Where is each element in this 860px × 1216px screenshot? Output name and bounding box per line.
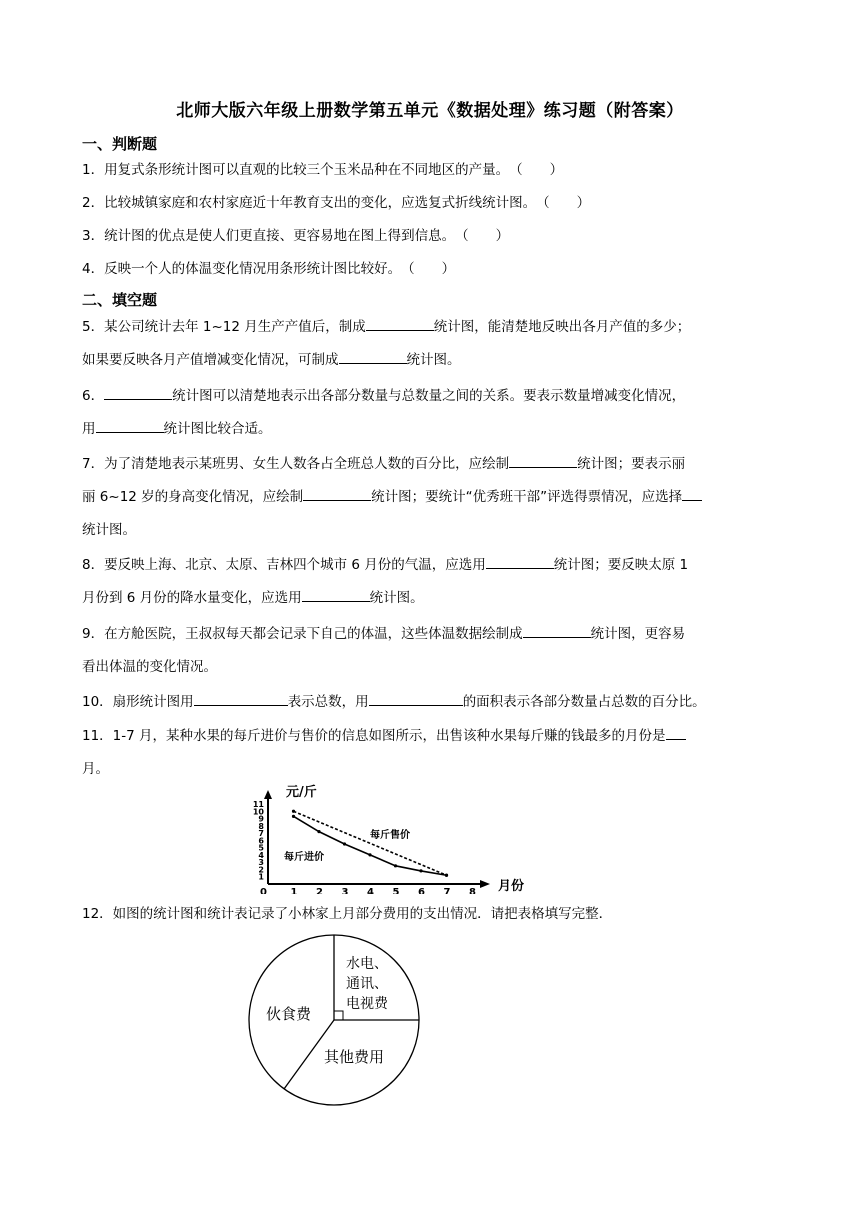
- x-tick-label: 3: [341, 887, 349, 894]
- question-5-text-b: 统计图，能清楚地反映出各月产值的多少；: [433, 319, 691, 335]
- section-judge-heading: 一、判断题: [82, 135, 158, 153]
- y-tick-label: 10: [252, 807, 264, 817]
- data-point: [394, 864, 397, 867]
- data-point: [368, 853, 371, 856]
- answer-blank[interactable]: [303, 482, 371, 501]
- question-8-text-b: 统计图；要反映太原 1: [553, 557, 689, 573]
- question-6-text-c: 用: [82, 421, 96, 437]
- x-tick-label: 2: [316, 887, 323, 894]
- x-tick-label: 5: [392, 887, 400, 894]
- y-tick-label: 7: [258, 829, 264, 839]
- question-1-text: 1．用复式条形统计图可以直观的比较三个玉米品种在不同地区的产量。: [82, 162, 510, 178]
- chart-series: [292, 810, 448, 877]
- question-3-text: 3．统计图的优点是使人们更直接、更容易地在图上得到信息。: [82, 228, 456, 244]
- question-7: [82, 448, 782, 547]
- y-tick-label: 4: [258, 850, 264, 860]
- y-tick-label: 8: [258, 821, 264, 831]
- series-label-sell: 每斤售价: [370, 830, 410, 841]
- question-7-text-b: 统计图；要表示丽: [577, 456, 686, 472]
- question-1: [82, 154, 782, 187]
- question-7-text-c: 丽 6~12 岁的身高变化情况，应绘制: [82, 489, 304, 505]
- pie-label-other: 其他费用: [324, 1048, 385, 1066]
- answer-paren[interactable]: （ ）: [455, 228, 510, 244]
- answer-paren[interactable]: （ ）: [401, 261, 456, 277]
- data-point: [419, 869, 422, 872]
- answer-blank[interactable]: [523, 619, 591, 638]
- question-4-text: 4．反映一个人的体温变化情况用条形统计图比较好。: [82, 261, 402, 277]
- data-point: [292, 810, 295, 813]
- page-title: 北师大版六年级上册数学第五单元《数据处理》练习题（附答案）: [176, 101, 684, 121]
- data-point: [343, 842, 346, 845]
- answer-paren[interactable]: （ ）: [509, 162, 564, 178]
- x-tick-label: 4: [367, 887, 374, 894]
- answer-blank[interactable]: [509, 449, 577, 468]
- x-tick-label: 0: [260, 887, 267, 894]
- answer-blank[interactable]: [194, 687, 288, 706]
- question-7-text-e: 统计图。: [82, 522, 136, 538]
- expense-pie-chart: [246, 932, 422, 1108]
- question-9-text-a: 9．在方舱医院，王叔叔每天都会记录下自己的体温，这些体温数据绘制成: [82, 626, 523, 642]
- question-10-text-a: 10．扇形统计图用: [82, 694, 194, 710]
- x-tick-label: 1: [290, 887, 298, 894]
- y-tick-label: 9: [258, 814, 264, 824]
- question-2: [82, 187, 782, 220]
- answer-blank[interactable]: [302, 583, 370, 602]
- data-point: [292, 815, 295, 818]
- question-9: [82, 618, 782, 684]
- x-axis-arrow: [480, 880, 490, 888]
- question-11-text-b: 月。: [82, 761, 109, 777]
- answer-blank[interactable]: [104, 381, 172, 400]
- y-tick-label: 5: [258, 843, 264, 853]
- question-8-text-a: 8．要反映上海、北京、太原、吉林四个城市 6 月份的气温，应选用: [82, 557, 486, 573]
- series-label-buy: 每斤进价: [284, 852, 324, 863]
- pie-label-utilities-line2: 通讯、: [346, 976, 388, 992]
- question-12-text: 12．如图的统计图和统计表记录了小林家上月部分费用的支出情况．请把表格填写完整．: [82, 906, 613, 922]
- question-12: [82, 898, 782, 931]
- question-6: [82, 380, 782, 446]
- series-line-sell: [294, 811, 447, 875]
- question-8-text-d: 统计图。: [369, 590, 424, 606]
- y-axis-label: 元/斤: [286, 785, 317, 800]
- question-7-text-d: 统计图；要统计“优秀班干部”评选得票情况，应选择: [371, 489, 683, 505]
- question-5: [82, 311, 782, 377]
- question-6-text-b: 统计图可以清楚地表示出各部分数量与总数量之间的关系。要表示数量增减变化情况，: [172, 388, 686, 404]
- pie-label-utilities-line1: 水电、: [346, 956, 388, 972]
- pie-label-utilities-line3: 电视费: [346, 996, 388, 1012]
- y-axis-arrow: [264, 790, 272, 799]
- question-3: [82, 220, 782, 253]
- x-axis-label: 月份: [498, 879, 525, 894]
- data-point: [317, 830, 320, 833]
- question-6-text-d: 统计图比较合适。: [163, 421, 272, 437]
- question-9-text-c: 看出体温的变化情况。: [82, 659, 217, 675]
- question-8: [82, 549, 782, 615]
- question-10: [82, 686, 782, 719]
- question-9-text-b: 统计图，更容易: [590, 626, 686, 642]
- y-tick-label: 1: [258, 872, 264, 882]
- y-tick-label: 6: [258, 836, 264, 846]
- pie-label-food: 伙食费: [266, 1005, 312, 1023]
- x-tick-labels: [260, 887, 476, 894]
- answer-blank[interactable]: [682, 482, 702, 501]
- question-10-text-c: 的面积表示各部分数量占总数的百分比。: [462, 694, 706, 710]
- answer-blank[interactable]: [486, 550, 554, 569]
- question-11: [82, 720, 782, 786]
- answer-blank[interactable]: [339, 345, 407, 364]
- price-line-chart: [228, 782, 558, 894]
- answer-paren[interactable]: （ ）: [536, 195, 591, 211]
- question-4: [82, 253, 782, 286]
- question-11-text-a: 11．1-7 月，某种水果的每斤进价与售价的信息如图所示，出售该种水果每斤赚的钱最多的月份是: [82, 728, 666, 744]
- answer-blank[interactable]: [369, 687, 463, 706]
- question-5-text-c: 如果要反映各月产值增减变化情况，可制成: [82, 352, 339, 368]
- x-tick-label: 6: [418, 887, 425, 894]
- question-8-text-c: 月份到 6 月份的降水量变化，应选用: [82, 590, 302, 606]
- answer-blank[interactable]: [666, 721, 686, 740]
- y-tick-label: 11: [252, 800, 264, 809]
- question-5-text-d: 统计图。: [406, 352, 461, 368]
- y-tick-label: 3: [258, 858, 264, 868]
- question-2-text: 2．比较城镇家庭和农村家庭近十年教育支出的变化，应选复式折线统计图。: [82, 195, 537, 211]
- x-tick-label: 7: [443, 887, 451, 894]
- answer-blank[interactable]: [366, 312, 434, 331]
- section-fill-heading: 二、填空题: [82, 291, 158, 309]
- answer-blank[interactable]: [96, 414, 164, 433]
- x-tick-label: 8: [469, 887, 476, 894]
- question-6-text-a: 6．: [82, 388, 105, 404]
- question-5-text-a: 5．某公司统计去年 1~12 月生产产值后，制成: [82, 319, 366, 335]
- data-point: [445, 874, 448, 877]
- y-tick-label: 2: [258, 865, 264, 875]
- question-10-text-b: 表示总数，用: [287, 694, 369, 710]
- question-7-text-a: 7．为了清楚地表示某班男、女生人数各占全班总人数的百分比，应绘制: [82, 456, 510, 472]
- y-tick-labels: [253, 800, 265, 882]
